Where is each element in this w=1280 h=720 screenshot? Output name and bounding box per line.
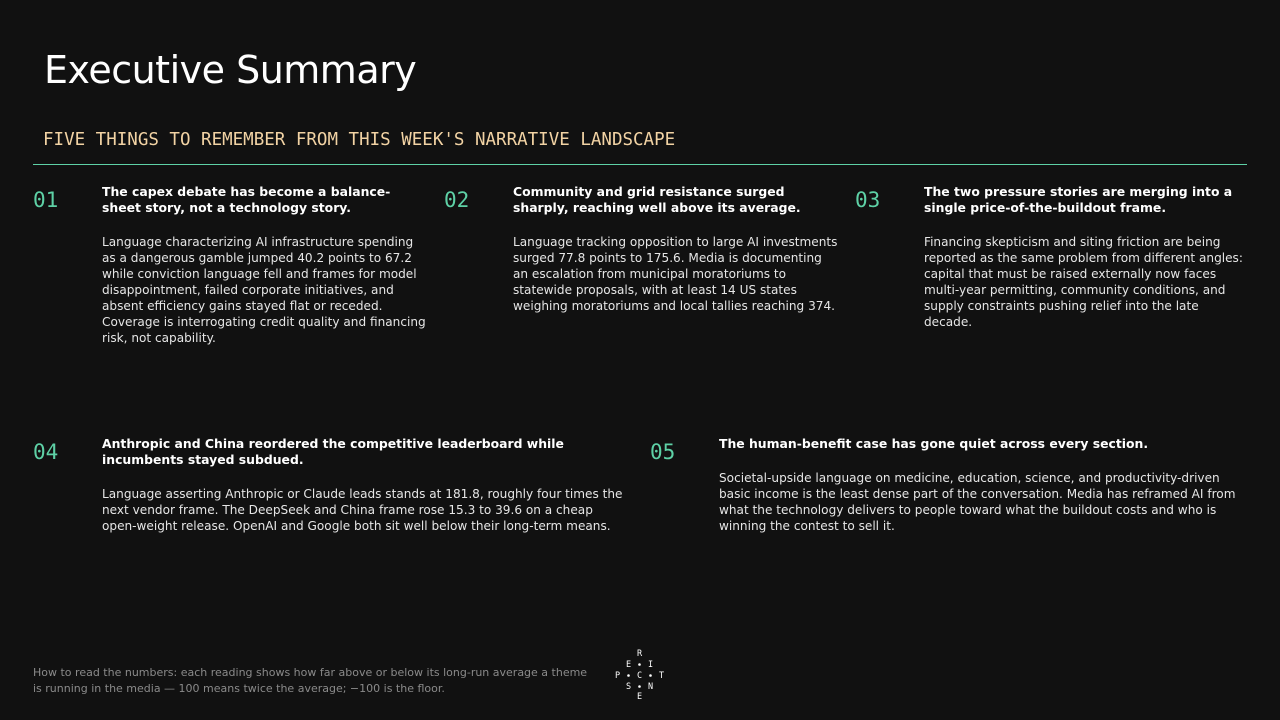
item-heading: The capex debate has become a balance-sheet story, not a technology story. (102, 184, 391, 215)
logo-letter: E (637, 692, 643, 700)
item-heading: Community and grid resistance surged sharply, reaching well above its average. (513, 184, 801, 215)
divider (33, 164, 1247, 165)
summary-item-05 (650, 436, 1260, 556)
item-body: Language asserting Anthropic or Claude leads stands at 181.8, roughly four times the next vendor frame. The DeepSeek and China frame rose 15.3 to 39.6 on a cheap open-weight release. OpenAI and Google both sit well below their long-term means. (102, 487, 623, 533)
summary-item-01 (33, 184, 433, 354)
item-number: 01 (33, 188, 59, 212)
item-body: Language characterizing AI infrastructure spending as a dangerous gamble jumped 40.2 points to 67.2 while conviction language fell and frames for model disappointment, failed corporate initiatives, and absent efficiency gains stayed flat or receded. Coverage is interrogating credit quality and financing risk, not capability. (102, 235, 426, 345)
logo-letter: T (659, 671, 665, 681)
brand-logo (610, 648, 670, 700)
logo-letter: C (637, 671, 643, 681)
logo-letter: I (648, 660, 654, 670)
summary-item-02 (444, 184, 844, 354)
page-subtitle: FIVE THINGS TO REMEMBER FROM THIS WEEK'S NARRATIVE LANDSCAPE (43, 130, 676, 150)
item-heading: The human-benefit case has gone quiet across every section. (719, 436, 1149, 451)
logo-letter: S (626, 682, 632, 692)
item-number: 05 (650, 440, 676, 464)
logo-letter: E (626, 660, 632, 670)
item-number: 04 (33, 440, 59, 464)
item-body: Language tracking opposition to large AI investments surged 77.8 points to 175.6. Media is documenting an escalation from municipal moratoriums to statewide proposals, with at least 14 US states weighing moratoriums and local tallies reaching 374. (513, 235, 838, 313)
logo-letter: R (637, 649, 643, 659)
item-body: Financing skepticism and siting friction are being reported as the same problem from different angles: capital that must be raised externally now faces multi-year permitting, community conditions, and supply constraints pushing relief into the late decade. (924, 235, 1243, 329)
item-number: 03 (855, 188, 881, 212)
item-heading: The two pressure stories are merging into a single price-of-the-buildout frame. (924, 184, 1233, 215)
item-heading: Anthropic and China reordered the competitive leaderboard while incumbents stayed subdued. (102, 436, 564, 467)
item-number: 02 (444, 188, 470, 212)
page-title: Executive Summary (44, 48, 417, 92)
logo-letter: P (615, 671, 621, 681)
summary-item-04 (33, 436, 633, 556)
summary-item-03 (855, 184, 1255, 354)
item-body: Societal-upside language on medicine, education, science, and productivity-driven basic income is the least dense part of the conversation. Media has reframed AI from what the technology delivers to people toward what the buildout costs and who is winning the contest to sell it. (719, 471, 1236, 533)
logo-letter: N (648, 682, 654, 692)
footnote: How to read the numbers: each reading shows how far above or below its long-run average a theme is running in the media — 100 means twice the average; −100 is the floor. (33, 666, 588, 695)
